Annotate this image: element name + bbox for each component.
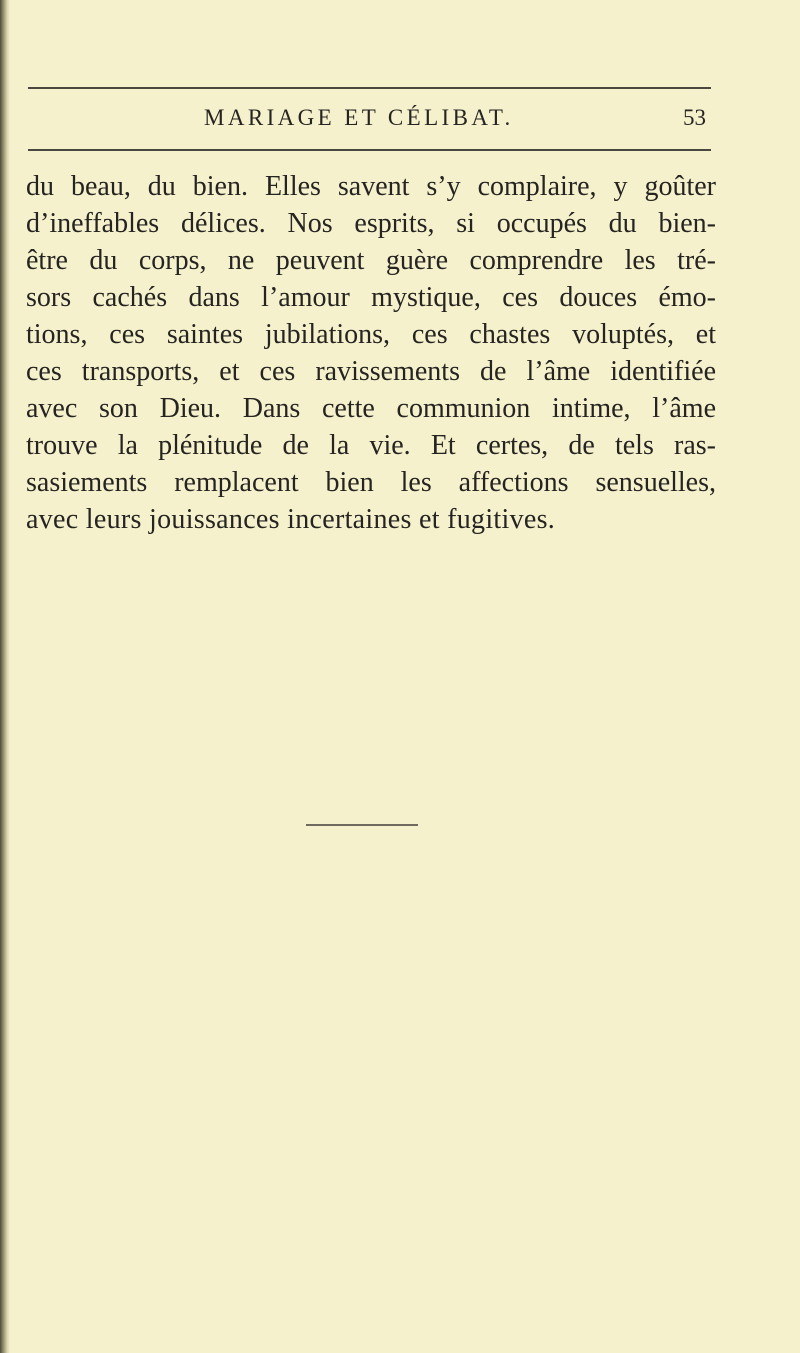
running-title: MARIAGE ET CÉLIBAT. (204, 105, 514, 130)
text-line: sors cachés dans l’amour mystique, ces douces émo- (26, 282, 716, 313)
section-end-rule (306, 824, 418, 826)
text-line: du beau, du bien. Elles savent s’y complaire, y goûter (26, 171, 716, 202)
page-binding-edge (0, 0, 10, 1353)
body-paragraph (26, 168, 716, 538)
running-head (0, 100, 800, 140)
text-line: sasiements remplacent bien les affections sensuelles, (26, 467, 716, 498)
text-line: avec son Dieu. Dans cette communion intime, l’âme (26, 393, 716, 424)
text-line: tions, ces saintes jubilations, ces chastes voluptés, et (26, 319, 716, 350)
header-top-rule (28, 87, 711, 89)
text-line: trouve la plénitude de la vie. Et certes, de tels ras- (26, 430, 716, 461)
header-bottom-rule (28, 149, 711, 151)
text-line: être du corps, ne peuvent guère comprendre les tré- (26, 245, 716, 276)
text-line: ces transports, et ces ravissements de l’âme identifiée (26, 356, 716, 387)
text-line: d’ineffables délices. Nos esprits, si occupés du bien- (26, 208, 716, 239)
page-number: 53 (683, 105, 706, 130)
text-line: avec leurs jouissances incertaines et fugitives. (26, 504, 556, 535)
